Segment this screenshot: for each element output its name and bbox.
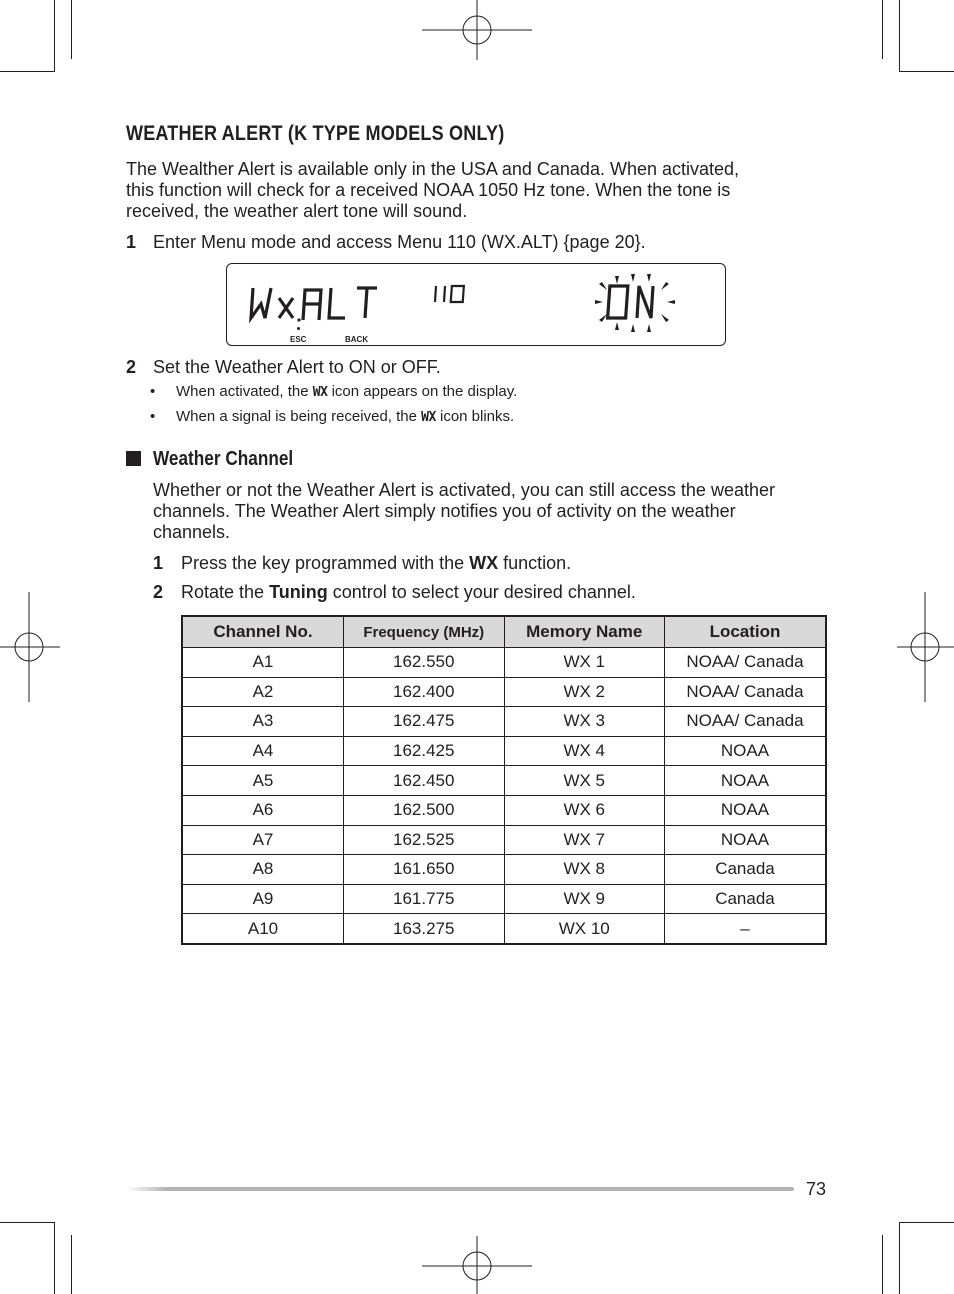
table-cell: A6 (182, 795, 343, 825)
table-cell: 162.500 (343, 795, 504, 825)
step-number: 1 (153, 553, 164, 573)
sub-intro-line: Whether or not the Weather Alert is activated, you can still access the weather (153, 480, 775, 500)
table-cell: NOAA/ Canada (664, 707, 826, 737)
bullet-text: When activated, the (176, 383, 313, 400)
crop-mark (882, 0, 883, 59)
step-number: 2 (153, 582, 164, 602)
table-cell: 162.425 (343, 736, 504, 766)
intro-line: this function will check for a received NOAA 1050 Hz tone. When the tone is (126, 180, 731, 200)
table-row (182, 914, 826, 944)
bullet-item (150, 383, 518, 400)
table-cell: NOAA/ Canada (664, 648, 826, 678)
crop-mark (54, 0, 55, 72)
table-cell: A3 (182, 707, 343, 737)
table-row (182, 795, 826, 825)
step-text: Enter Menu mode and access Menu 110 (WX.ALT) {page 20}. (153, 232, 646, 252)
crop-mark (54, 1222, 55, 1294)
table-cell: A2 (182, 677, 343, 707)
table-row (182, 855, 826, 885)
intro-line: The Wealther Alert is available only in the USA and Canada. When activated, (126, 159, 740, 179)
column-header: Frequency (MHz) (343, 616, 504, 648)
crop-mark (0, 1222, 55, 1223)
lcd-esc-label: ESC (290, 335, 307, 344)
lcd-menu-number (433, 284, 469, 304)
crop-mark (899, 1222, 954, 1223)
table-cell: 162.525 (343, 825, 504, 855)
crop-mark (0, 71, 55, 72)
table-cell: 162.450 (343, 766, 504, 796)
table-cell: 162.400 (343, 677, 504, 707)
step-text-part: Rotate the (181, 582, 270, 602)
footer-bar (126, 1187, 794, 1191)
table-cell: A10 (182, 914, 343, 944)
step-number: 1 (126, 232, 137, 252)
table-cell: 161.650 (343, 855, 504, 885)
table-cell: WX 4 (504, 736, 664, 766)
bullet-text: When a signal is being received, the (176, 408, 422, 425)
table-cell: WX 6 (504, 795, 664, 825)
step-text-part: control to select your desired channel. (327, 582, 636, 602)
bullet-item (150, 408, 515, 425)
wx-icon: WX (421, 410, 436, 425)
table-header-row (182, 616, 826, 648)
table-row (182, 677, 826, 707)
table-row (182, 884, 826, 914)
step-number: 2 (126, 357, 137, 377)
page-number: 73 (806, 1179, 827, 1199)
table-cell: NOAA (664, 736, 826, 766)
registration-mark-top (422, 0, 532, 60)
crop-mark (899, 0, 900, 72)
step-text-bold: Tuning (269, 582, 328, 602)
table-cell: WX 7 (504, 825, 664, 855)
table-cell: Canada (664, 884, 826, 914)
wx-icon: WX (312, 385, 328, 400)
lcd-display (226, 263, 726, 346)
step-text-bold: WX (469, 553, 499, 573)
lcd-value-text (593, 270, 677, 336)
table-cell: WX 5 (504, 766, 664, 796)
table-cell: NOAA (664, 825, 826, 855)
table-cell: NOAA/ Canada (664, 677, 826, 707)
table-row (182, 707, 826, 737)
column-header: Channel No. (182, 616, 343, 648)
crop-mark (71, 1235, 72, 1294)
table-row (182, 766, 826, 796)
table-cell: A9 (182, 884, 343, 914)
table-cell: 162.550 (343, 648, 504, 678)
table-row (182, 648, 826, 678)
lcd-dot (297, 327, 300, 330)
step-text: Set the Weather Alert to ON or OFF. (153, 357, 441, 377)
table-cell: WX 3 (504, 707, 664, 737)
intro-line: received, the weather alert tone will sound. (126, 201, 468, 221)
table-cell: – (664, 914, 826, 944)
table-cell: A5 (182, 766, 343, 796)
table-cell: 163.275 (343, 914, 504, 944)
section-title: WEATHER ALERT (K TYPE MODELS ONLY) (126, 122, 505, 145)
step-text (181, 553, 571, 574)
crop-mark (882, 1235, 883, 1294)
registration-mark-left (0, 592, 60, 702)
table-cell: A8 (182, 855, 343, 885)
sub-intro-line: channels. (153, 522, 231, 542)
registration-mark-right (897, 592, 954, 702)
bullet-dot: • (150, 408, 156, 425)
table-cell: WX 2 (504, 677, 664, 707)
table-cell: NOAA (664, 795, 826, 825)
table-cell: Canada (664, 855, 826, 885)
step-text-part: Press the key programmed with the (181, 553, 470, 573)
intro-paragraph (126, 159, 739, 222)
subsection-title: Weather Channel (153, 448, 294, 470)
table-cell: NOAA (664, 766, 826, 796)
crop-mark (899, 71, 954, 72)
table-cell: WX 8 (504, 855, 664, 885)
sub-intro-line: channels. The Weather Alert simply notifies you of activity on the weather (153, 501, 736, 521)
crop-mark (899, 1222, 900, 1294)
bullet-text: icon blinks. (435, 408, 515, 425)
sub-intro-paragraph (153, 480, 775, 543)
lcd-main-text (249, 284, 379, 324)
lcd-back-label: BACK (345, 335, 369, 344)
square-bullet-icon (126, 451, 141, 466)
table-cell: WX 9 (504, 884, 664, 914)
table-cell: 162.475 (343, 707, 504, 737)
column-header: Memory Name (504, 616, 664, 648)
bullet-dot: • (150, 383, 156, 400)
registration-mark-bottom (422, 1236, 532, 1294)
step-text-part: function. (498, 553, 572, 573)
crop-mark (71, 0, 72, 59)
column-header: Location (664, 616, 826, 648)
table-cell: WX 10 (504, 914, 664, 944)
bullet-text: icon appears on the display. (327, 383, 518, 400)
table-row (182, 736, 826, 766)
table-cell: A4 (182, 736, 343, 766)
weather-channel-table (181, 615, 827, 945)
table-row (182, 825, 826, 855)
table-cell: 161.775 (343, 884, 504, 914)
step-text (181, 582, 636, 603)
subsection-heading (126, 448, 316, 471)
table-cell: A7 (182, 825, 343, 855)
table-cell: WX 1 (504, 648, 664, 678)
table-cell: A1 (182, 648, 343, 678)
